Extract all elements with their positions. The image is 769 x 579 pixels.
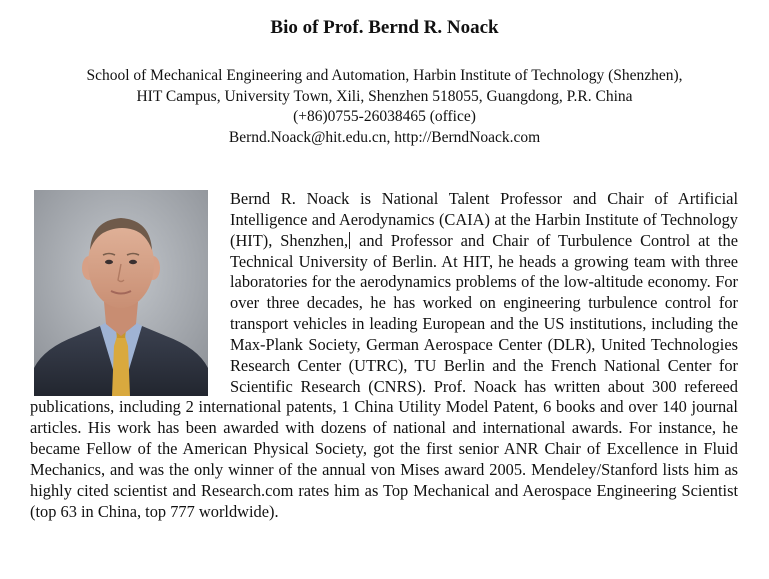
- email-and-website[interactable]: Bernd.Noack@hit.edu.cn, http://BerndNoack.com: [228, 128, 541, 146]
- address-line-1: School of Mechanical Engineering and Automation, Harbin Institute of Technology (Shenzhen),: [86, 67, 683, 84]
- bio-text-part-2: and Professor and Chair of Turbulence Control at the Technical University of Berlin. At HIT, he heads a growing team with three laboratories for the aerodynamics problems of the low-altitude economy. For over three decades, he has worked on engineering turbulence control for transport vehicles in leading European and the US institutions, including the Max-Plank Society, German Aerospace Center (DLR), United Technologies Research Center (UTRC), TU Berlin and the French National Center for Scientific Research (CNRS). Prof. Noack has written about 300 refereed publications, including 2 international patents, 1 China Utility Model Patent, 6 books and over 140 journal articles. His work has been awarded with dozens of national and international awards. For instance, he became Fellow of the American Physical Society, got the first senior ANR Chair of Excellence in Fluid Mechanics, and was the only winner of the annual von Mises award 2005. Mendeley/Stanford lists him as highly cited scientist and Research.com rates him as Top Mechanical and Aerospace Engineering Scientist (top 63 in China, top 777 worldwide).: [30, 230, 738, 521]
- phone-number: (+86)0755-26038465 (office): [293, 108, 476, 125]
- text-cursor: [349, 232, 350, 249]
- address-line-2: HIT Campus, University Town, Xili, Shenzhen 518055, Guangdong, P.R. China: [136, 87, 633, 105]
- bio-paragraph: [30, 189, 738, 523]
- photo-spacer: [30, 189, 230, 397]
- contact-block: [0, 66, 769, 148]
- bio-text-part-1: Bernd R. Noack is National Talent Professor and Chair of Artificial Intelligence and Aerodynamics (CAIA) at the Harbin Institute of Technology (HIT), Shenzhen,: [230, 189, 738, 250]
- page-title: Bio of Prof. Bernd R. Noack: [270, 17, 499, 38]
